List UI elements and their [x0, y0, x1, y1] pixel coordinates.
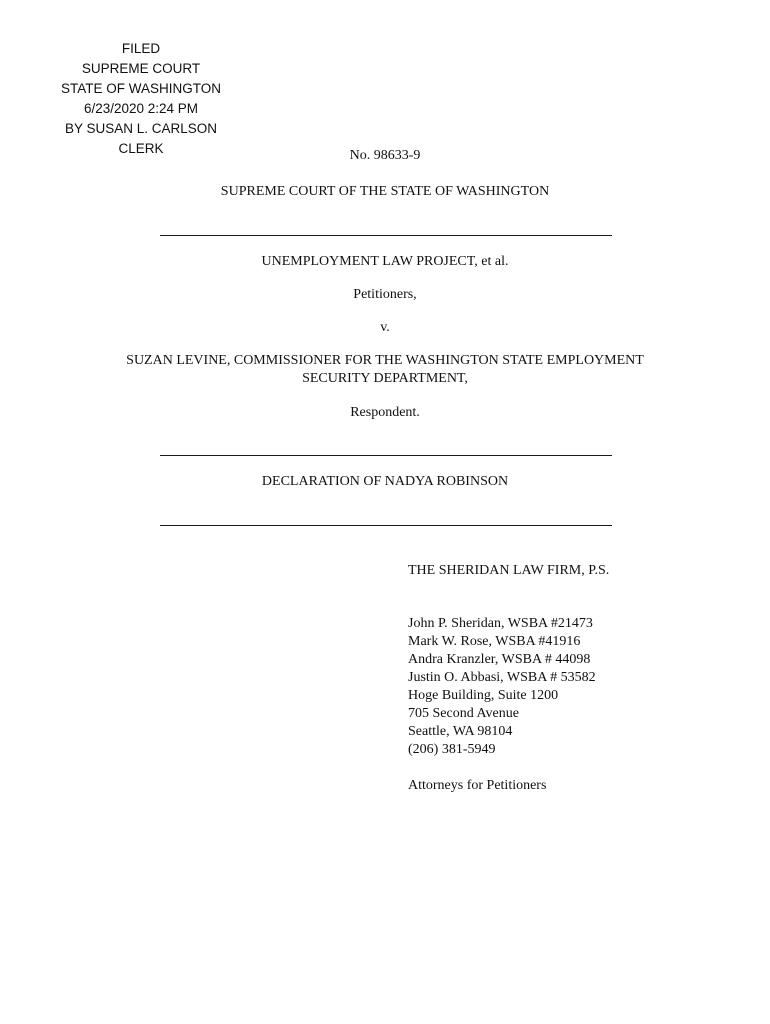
stamp-clerk: CLERK	[118, 141, 164, 156]
attorney-kranzler: Andra Kranzler, WSBA # 44098	[408, 652, 591, 667]
address-city: Seattle, WA 98104	[408, 724, 513, 739]
counsel-role: Attorneys for Petitioners	[408, 778, 547, 793]
versus-label: v.	[380, 320, 390, 335]
court-name: SUPREME COURT OF THE STATE OF WASHINGTON	[220, 184, 550, 199]
firm-name: THE SHERIDAN LAW FIRM, P.S.	[408, 563, 610, 578]
address-building: Hoge Building, Suite 1200	[408, 688, 559, 703]
case-number: No. 98633-9	[349, 148, 421, 163]
attorney-abbasi: Justin O. Abbasi, WSBA # 53582	[408, 670, 596, 685]
respondent-name-line1: SUZAN LEVINE, COMMISSIONER FOR THE WASHINGTON STATE EMPLOYMENT	[126, 353, 644, 368]
stamp-state: STATE OF WASHINGTON	[60, 81, 221, 96]
respondent-role: Respondent.	[350, 405, 420, 420]
stamp-filed: FILED	[121, 41, 161, 56]
counsel-role-block	[408, 777, 546, 795]
petitioner-name: UNEMPLOYMENT LAW PROJECT, et al.	[261, 254, 509, 269]
petitioner-role: Petitioners,	[353, 287, 417, 302]
stamp-by-clerk: BY SUSAN L. CARLSON	[64, 121, 218, 136]
counsel-firm	[408, 562, 609, 580]
stamp-datetime: 6/23/2020 2:24 PM	[83, 101, 199, 116]
counsel-contact-block	[408, 615, 596, 759]
attorney-sheridan: John P. Sheridan, WSBA #21473	[408, 616, 593, 631]
document-title: DECLARATION OF NADYA ROBINSON	[261, 474, 509, 489]
stamp-court: SUPREME COURT	[81, 61, 201, 76]
filing-stamp	[40, 39, 242, 159]
divider-rule-2	[160, 455, 612, 456]
phone-number: (206) 381-5949	[408, 742, 496, 757]
attorney-rose: Mark W. Rose, WSBA #41916	[408, 634, 581, 649]
divider-rule-3	[160, 525, 612, 526]
respondent-name-line2: SECURITY DEPARTMENT,	[302, 371, 468, 386]
address-street: 705 Second Avenue	[408, 706, 519, 721]
divider-rule-1	[160, 235, 612, 236]
